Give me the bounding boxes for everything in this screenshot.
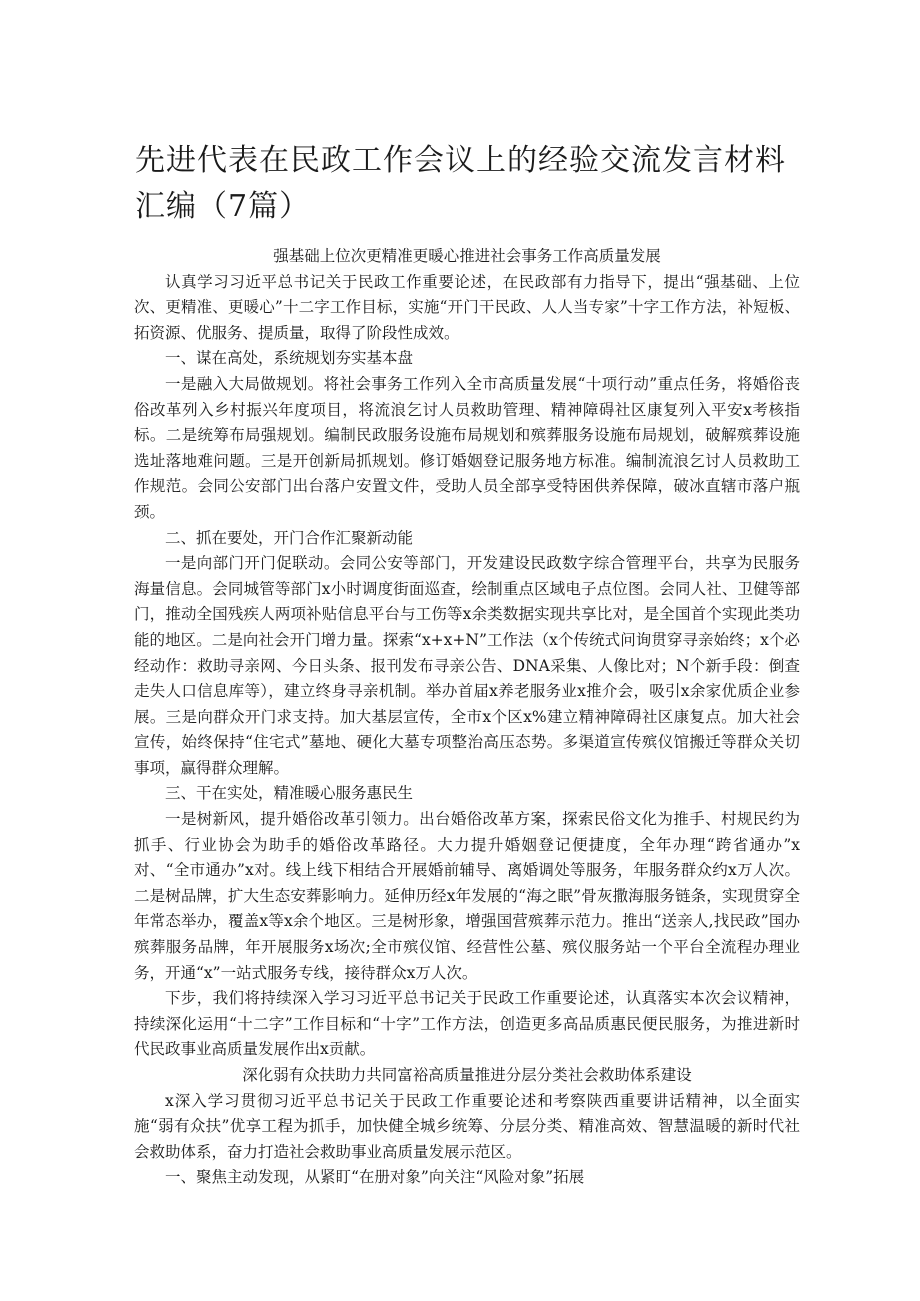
document-body xyxy=(134,244,800,1191)
article-2-title: 深化弱有众扶助力共同富裕高质量推进分层分类社会救助体系建设 xyxy=(242,1066,692,1084)
article-1-title: 强基础上位次更精准更暖心推进社会事务工作高质量发展 xyxy=(273,247,661,265)
article-1-paragraph: 认真学习习近平总书记关于民政工作重要论述，在民政部有力指导下，提出“强基础、上位次、更精准、更暖心”十二字工作目标，实施“开门干民政、人人当专家”十字工作方法，补短板、拓资源、优服务、提质量，取得了阶段性成效。 xyxy=(134,272,800,342)
article-1-heading: 二、抓在要处，开门合作汇聚新动能 xyxy=(165,528,414,547)
article-2-paragraph: x深入学习贯彻习近平总书记关于民政工作重要论述和考察陕西重要讲话精神，以全面实施“弱有众扶”优享工程为抓手，加快健全城乡统筹、分层分类、精准高效、智慧温暖的新时代社会救助体系，奋力打造社会救助事业高质量发展示范区。 xyxy=(134,1091,800,1161)
article-2-heading: 一、聚焦主动发现，从紧盯“在册对象”向关注“风险对象”拓展 xyxy=(165,1168,585,1187)
document-title: 先进代表在民政工作会议上的经验交流发言材料汇编（7篇） xyxy=(135,143,786,224)
article-1-paragraph: 一是融入大局做规划。将社会事务工作列入全市高质量发展“十项行动”重点任务，将婚俗丧俗改革列入乡村振兴年度项目，将流浪乞讨人员救助管理、精神障碍社区康复列入平安x考核指标。二是统筹布局强规划。编制民政服务设施布局规划和殡葬服务设施布局规划，破解殡葬设施选址落地难问题。三是开创新局抓规划。修订婚姻登记服务地方标准。编制流浪乞讨人员救助工作规范。会同公安部门出台落户安置文件，受助人员全部享受特困供养保障，破冰直辖市落户瓶颈。 xyxy=(134,374,800,521)
article-1-paragraph: 下步，我们将持续深入学习习近平总书记关于民政工作重要论述，认真落实本次会议精神，持续深化运用“十二字”工作目标和“十字”工作方法，创造更多高品质惠民便民服务，为推进新时代民政事业高质量发展作出x贡献。 xyxy=(134,989,800,1059)
article-1-heading: 一、谋在高处，系统规划夯实基本盘 xyxy=(165,349,414,368)
article-1-heading: 三、干在实处，精准暖心服务惠民生 xyxy=(165,784,414,803)
article-1-paragraph: 一是树新风，提升婚俗改革引领力。出台婚俗改革方案，探索民俗文化为推手、村规民约为抓手、行业协会为助手的婚俗改革路径。大力提升婚姻登记便捷度，全年办理“跨省通办”x对、“全市通办”x对。线上线下相结合开展婚前辅导、离婚调处等服务，年服务群众约x万人次。二是树品牌，扩大生态安葬影响力。延伸历经x年发展的“海之眠”骨灰撒海服务链条，实现贯穿全年常态举办，覆盖x等x余个地区。三是树形象，增强国营殡葬示范力。推出“送亲人,找民政”国办殡葬服务品牌，年开展服务x场次;全市殡仪馆、经营性公墓、殡仪服务站一个平台全流程办理业务，开通“x”一站式服务专线，接待群众x万人次。 xyxy=(134,810,800,982)
article-1-paragraph: 一是向部门开门促联动。会同公安等部门，开发建设民政数字综合管理平台，共享为民服务海量信息。会同城管等部门x小时调度街面巡查，绘制重点区域电子点位图。会同人社、卫健等部门，推动全国残疾人两项补贴信息平台与工伤等x余类数据实现共享比对，是全国首个实现此类功能的地区。二是向社会开门增力量。探索“x+x+N”工作法（x个传统式问询贯穿寻亲始终；x个必经动作：救助寻亲网、今日头条、报刊发布寻亲公告、DNA采集、人像比对；N个新手段：倒查走失人口信息库等），建立终身寻亲机制。举办首届x养老服务业x推介会，吸引x余家优质企业参展。三是向群众开门求支持。加大基层宣传，全市x个区x%建立精神障碍社区康复点。加大社会宣传，始终保持“住宅式”墓地、硬化大墓专项整治高压态势。多渠道宣传殡仪馆搬迁等群众关切事项，赢得群众理解。 xyxy=(134,554,800,777)
